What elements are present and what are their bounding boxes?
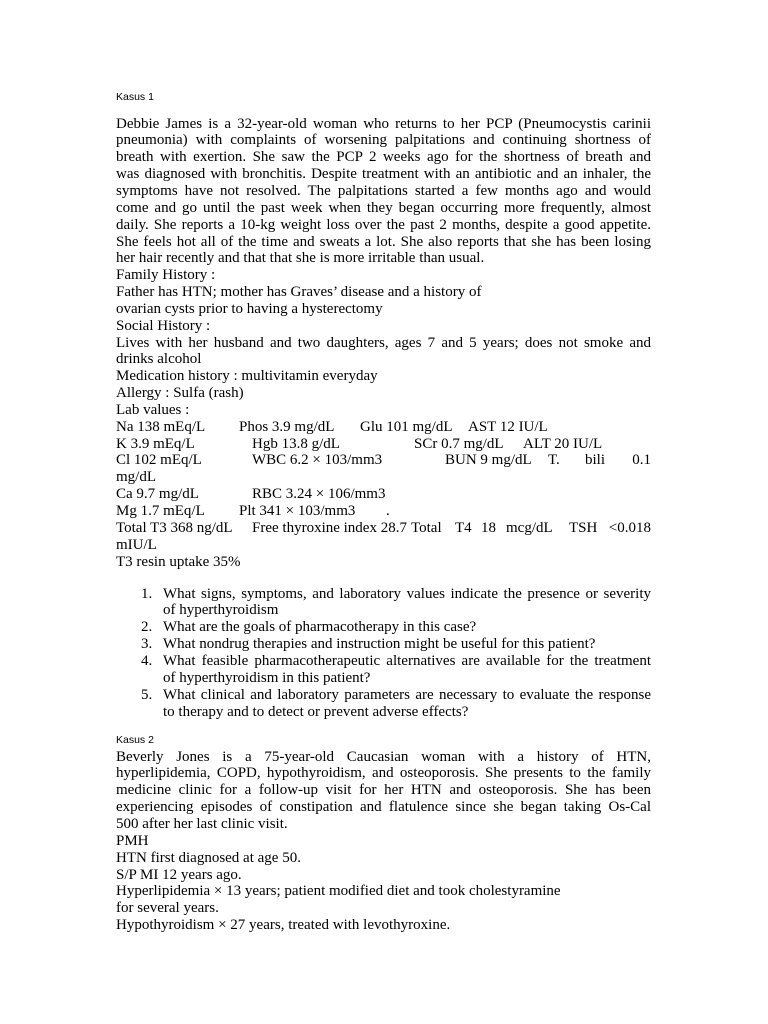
- pmh-line: Hyperlipidemia × 13 years; patient modified diet and took cholestyramine: [116, 883, 561, 900]
- lab-row: [116, 486, 651, 503]
- case-2-intro-line: medicine clinic for a follow-up visit for her HTN and osteoporosis. She has been: [116, 782, 651, 799]
- pmh-line: S/P MI 12 years ago.: [116, 866, 242, 883]
- lab-row: [116, 469, 651, 486]
- question-number: 3.: [141, 636, 153, 653]
- case-1-heading: Kasus 1: [116, 91, 154, 103]
- medication-history: [116, 368, 651, 385]
- case-1-intro-line: She feels hot all of the time and sweats a lot. She also reports that she has been losing: [116, 233, 651, 250]
- lab-row: [116, 452, 651, 469]
- lab-value: TSH: [569, 519, 598, 536]
- question-text: [163, 586, 651, 620]
- question-item: [116, 619, 651, 636]
- lab-row: [116, 503, 651, 520]
- question-line: What are the goals of pharmacotherapy in this case?: [163, 619, 477, 636]
- lab-row: [116, 554, 651, 571]
- question-item: [116, 653, 651, 687]
- lab-row: [116, 520, 651, 537]
- question-list: [116, 586, 651, 721]
- medication-history-value: multivitamin everyday: [241, 368, 378, 385]
- case-1-intro-line: breath with exertion. She saw the PCP 2 weeks ago for the shortness of breath and: [116, 149, 651, 166]
- question-number: 2.: [141, 619, 153, 636]
- question-item: [116, 636, 651, 653]
- lab-value: WBC 6.2 × 103/mm3: [252, 452, 383, 469]
- family-history-line: Father has HTN; mother has Graves’ disease and a history of: [116, 284, 482, 301]
- case-2-intro-line: experiencing episodes of constipation and flatulence since she began taking Os-Cal: [116, 799, 651, 816]
- lab-value: .: [386, 503, 390, 519]
- lab-values-label: Lab values :: [116, 401, 190, 418]
- case-1-intro-line: symptoms have not resolved. The palpitations started a few months ago and would: [116, 182, 651, 199]
- case-1-intro-line: was diagnosed with bronchitis. Despite treatment with an antibiotic and an inhaler, the: [116, 166, 651, 183]
- case-1-intro-line: daily. She reports a 10-kg weight loss over the past 2 months, despite a good appetite.: [116, 216, 651, 233]
- lab-value: Plt 341 × 103/mm3: [239, 503, 356, 519]
- question-line: What feasible pharmacotherapeutic alternatives are available for the treatment: [163, 652, 651, 669]
- case-2-heading: Kasus 2: [116, 734, 154, 746]
- pmh-line: HTN first diagnosed at age 50.: [116, 849, 301, 866]
- social-history-line: drinks alcohol: [116, 351, 202, 368]
- question-line: of hyperthyroidism: [163, 602, 279, 619]
- family-history-label: Family History :: [116, 267, 216, 284]
- social-history-line: Lives with her husband and two daughters, ages 7 and 5 years; does not smoke and: [116, 334, 651, 351]
- question-item: [116, 687, 651, 721]
- lab-value: Mg 1.7 mEq/L: [116, 503, 205, 519]
- pmh-line: for several years.: [116, 900, 219, 917]
- lab-value: ALT 20 IU/L: [523, 435, 603, 452]
- lab-value: Cl 102 mEq/L: [116, 452, 202, 469]
- case-2-intro-line: hyperlipidemia, COPD, hypothyroidism, and osteoporosis. She presents to the family: [116, 765, 651, 782]
- lab-value: SCr 0.7 mg/dL: [414, 435, 504, 452]
- question-item: [116, 586, 651, 620]
- lab-value: mIU/L: [116, 536, 157, 553]
- lab-value: Hgb 13.8 g/dL: [252, 435, 340, 452]
- allergy-value: Sulfa (rash): [173, 385, 244, 402]
- lab-value: Glu 101 mg/dL: [360, 418, 453, 435]
- lab-value: BUN 9 mg/dL: [445, 452, 532, 469]
- question-number: 4.: [141, 652, 153, 669]
- lab-value: T3 resin uptake 35%: [116, 553, 241, 570]
- lab-value: T.: [548, 452, 560, 469]
- lab-value: K 3.9 mEq/L: [116, 435, 195, 452]
- question-line: What nondrug therapies and instruction might be useful for this patient?: [163, 636, 596, 653]
- lab-row: [116, 419, 651, 436]
- lab-row: [116, 436, 651, 453]
- lab-value: Free thyroxine index 28.7: [252, 519, 407, 536]
- case-1-body: [116, 116, 651, 571]
- lab-value: RBC 3.24 × 106/mm3: [252, 486, 386, 503]
- lab-row: [116, 537, 651, 554]
- allergy-label: Allergy :: [116, 385, 170, 402]
- lab-value: <0.018: [608, 519, 651, 536]
- case-2-intro-line: Beverly Jones is a 75-year-old Caucasian woman with a history of HTN,: [116, 748, 651, 765]
- lab-value: Phos 3.9 mg/dL: [239, 418, 335, 435]
- question-line: What signs, symptoms, and laboratory values indicate the presence or severity: [163, 585, 651, 602]
- family-history-line: ovarian cysts prior to having a hysterectomy: [116, 300, 383, 317]
- question-text: [163, 653, 651, 687]
- lab-value: Total T3 368 ng/dL: [116, 519, 233, 536]
- lab-value: Total: [411, 519, 442, 536]
- lab-value: mg/dL: [116, 469, 156, 486]
- case-2-intro-line: 500 after her last clinic visit.: [116, 815, 288, 832]
- question-text: [163, 619, 651, 636]
- question-number: 1.: [141, 585, 153, 602]
- lab-value: 18: [481, 519, 496, 536]
- question-number: 5.: [141, 686, 153, 703]
- case-1-intro-line: Debbie James is a 32-year-old woman who returns to her PCP (Pneumocystis carinii: [116, 115, 651, 132]
- question-line: What clinical and laboratory parameters are necessary to evaluate the response: [163, 686, 651, 703]
- case-1-intro-line: come and go until the past week when they began occurring more frequently, almost: [116, 199, 651, 216]
- medication-history-label: Medication history :: [116, 368, 238, 385]
- case-2-body: [116, 749, 651, 934]
- question-text: [163, 687, 651, 721]
- social-history-label: Social History :: [116, 317, 211, 334]
- case-1-intro-line: pneumonia) with complaints of worsening palpitations and continuing shortness of: [116, 132, 651, 149]
- lab-value: bili: [585, 452, 606, 469]
- lab-value: T4: [455, 519, 472, 536]
- lab-value: 0.1: [632, 452, 651, 469]
- lab-value: AST 12 IU/L: [468, 418, 548, 435]
- question-line: to therapy and to detect or prevent adverse effects?: [163, 703, 469, 720]
- lab-value: Na 138 mEq/L: [116, 418, 206, 435]
- lab-value: Ca 9.7 mg/dL: [116, 486, 199, 503]
- question-text: [163, 636, 651, 653]
- pmh-label: PMH: [116, 832, 149, 849]
- question-line: of hyperthyroidism in this patient?: [163, 669, 371, 686]
- lab-value: mcg/dL: [506, 519, 553, 536]
- case-1-intro-line: her hair recently and that that she is more irritable than usual.: [116, 250, 485, 267]
- allergy: [116, 385, 651, 402]
- pmh-line: Hypothyroidism × 27 years, treated with levothyroxine.: [116, 917, 451, 934]
